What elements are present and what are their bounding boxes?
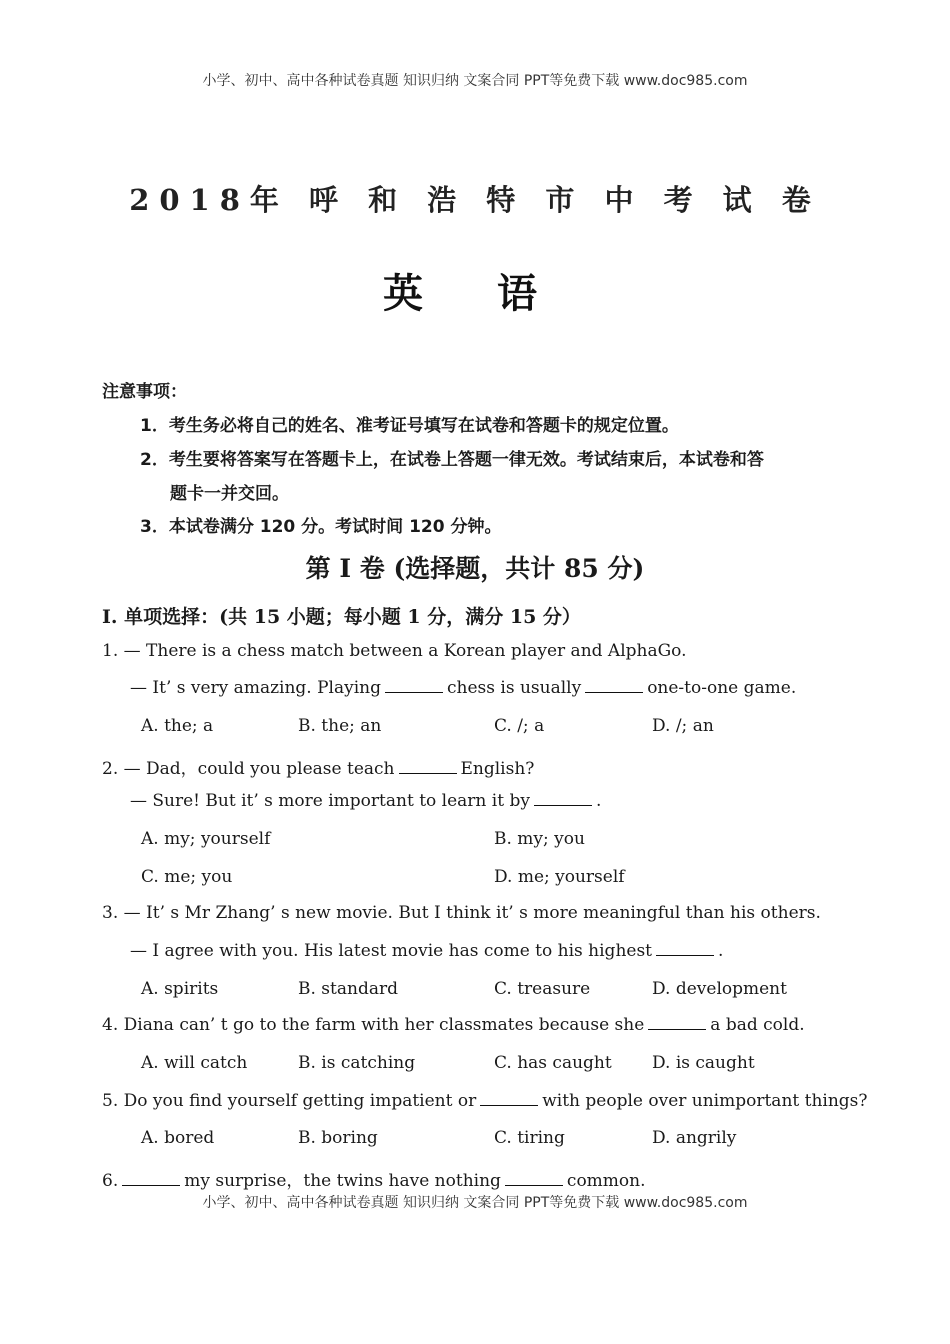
- option-a: A. will catch: [141, 1053, 248, 1073]
- part-title: 第 I 卷 (选择题，共计 85 分): [305, 554, 645, 583]
- option-b: B. boring: [298, 1128, 378, 1148]
- notice-item-2: 2．考生要将答案写在答题卡上，在试卷上答题一律无效。考试结束后，本试卷和答: [140, 450, 764, 470]
- question-1-line-1: 1. — There is a chess match between a Korean player and AlphaGo.: [102, 641, 687, 661]
- option-b: B. my; you: [494, 829, 585, 849]
- notice-item-2-cont: 题卡一并交回。: [170, 484, 289, 504]
- answer-blank: [656, 941, 714, 956]
- subject-title: 英 语: [383, 270, 567, 317]
- notice-heading: 注意事项：: [102, 382, 187, 402]
- option-d: D. angrily: [652, 1128, 737, 1148]
- option-a: A. the; a: [141, 716, 214, 736]
- question-3-line-2: — I agree with you. His latest movie has come to his highest .: [130, 941, 724, 961]
- question-4-line-1: 4. Diana can’ t go to the farm with her classmates because she a bad cold.: [102, 1015, 805, 1035]
- question-2-line-1: 2. — Dad，could you please teach English?: [102, 759, 535, 779]
- notice-item-1: 1．考生务必将自己的姓名、准考证号填写在试卷和答题卡的规定位置。: [140, 416, 679, 436]
- option-d: D. is caught: [652, 1053, 755, 1073]
- option-a: A. bored: [141, 1128, 215, 1148]
- question-1-line-2: — It’ s very amazing. Playing chess is usually one-to-one game.: [130, 678, 797, 698]
- option-c: C. /; a: [494, 716, 545, 736]
- answer-blank: [385, 678, 443, 693]
- notice-item-3: 3．本试卷满分 120 分。考试时间 120 分钟。: [140, 517, 502, 537]
- question-2-line-2: — Sure! But it’ s more important to learn it by .: [130, 791, 602, 811]
- page-header: 小学、初中、高中各种试卷真题 知识归纳 文案合同 PPT等免费下载 www.doc985.com: [202, 73, 748, 89]
- option-b: B. is catching: [298, 1053, 416, 1073]
- answer-blank: [399, 759, 457, 774]
- exam-title: 2018年 呼 和 浩 特 市 中 考 试 卷: [129, 183, 821, 217]
- answer-blank: [505, 1171, 563, 1186]
- answer-blank: [122, 1171, 180, 1186]
- question-5-line-1: 5. Do you find yourself getting impatient or with people over unimportant things?: [102, 1091, 868, 1111]
- option-b: B. the; an: [298, 716, 382, 736]
- answer-blank: [534, 791, 592, 806]
- option-d: D. me; yourself: [494, 867, 625, 887]
- option-c: C. treasure: [494, 979, 591, 999]
- option-c: C. tiring: [494, 1128, 565, 1148]
- option-c: C. has caught: [494, 1053, 612, 1073]
- option-c: C. me; you: [141, 867, 233, 887]
- option-d: D. /; an: [652, 716, 714, 736]
- question-3-line-1: 3. — It’ s Mr Zhang’ s new movie. But I think it’ s more meaningful than his others.: [102, 903, 821, 923]
- answer-blank: [480, 1091, 538, 1106]
- option-d: D. development: [652, 979, 787, 999]
- option-b: B. standard: [298, 979, 398, 999]
- question-6-line-1: 6. my surprise，the twins have nothing common.: [102, 1171, 646, 1191]
- option-a: A. my; yourself: [141, 829, 271, 849]
- option-a: A. spirits: [141, 979, 219, 999]
- answer-blank: [585, 678, 643, 693]
- answer-blank: [648, 1015, 706, 1030]
- section-title: I. 单项选择：(共 15 小题；每小题 1 分，满分 15 分）: [102, 606, 581, 628]
- page-footer: 小学、初中、高中各种试卷真题 知识归纳 文案合同 PPT等免费下载 www.doc985.com: [202, 1195, 748, 1211]
